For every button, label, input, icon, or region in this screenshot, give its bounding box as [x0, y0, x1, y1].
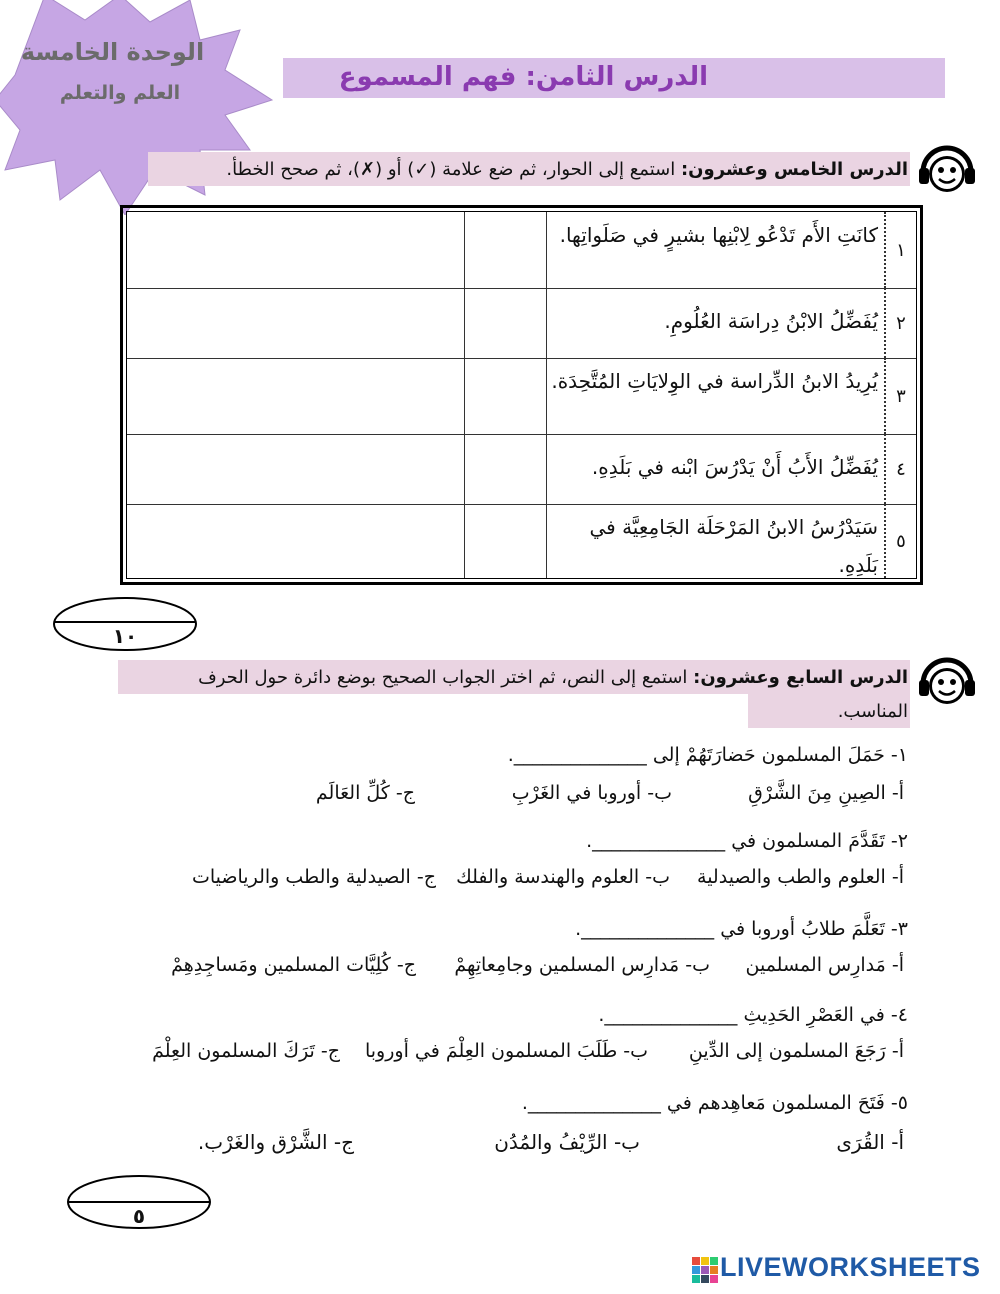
option-c[interactable]: ج- كُلِيَّات المسلمين ومَساجِدِهِمْ — [171, 954, 416, 976]
option-a[interactable]: أ- العلوم والطب والصيدلية — [697, 866, 904, 888]
lesson-title: الدرس الثامن: فهم المسموع — [338, 62, 708, 92]
row-statement: كانَتِ الأَم تَدْعُو لِابْنِها بشيرٍ في صَلَواتِها. — [546, 212, 884, 288]
mark-cell[interactable] — [464, 288, 545, 358]
option-c[interactable]: ج- كُلِّ العَالَم — [315, 782, 415, 804]
row-number: ٥ — [884, 504, 916, 578]
section2-heading-continued: المناسب. — [837, 701, 908, 722]
section1-heading — [150, 154, 908, 185]
row-number: ١ — [884, 212, 916, 288]
headphones-icon — [915, 652, 979, 712]
table-row — [127, 504, 916, 578]
table-row — [127, 212, 916, 289]
option-b[interactable]: ب- طَلَبَ المسلمون العِلْمَ في أوروبا — [364, 1040, 648, 1062]
option-c[interactable]: ج- تَرَكَ المسلمون العِلْمَ — [152, 1040, 340, 1062]
option-b[interactable]: ب- العلوم والهندسة والفلك — [456, 866, 670, 888]
question-text: ٣- تَعَلَّمَ طلابُ أوروبا في ______________. — [575, 918, 908, 940]
row-number: ٣ — [884, 358, 916, 434]
mark-cell[interactable] — [464, 504, 545, 578]
row-number: ٤ — [884, 434, 916, 504]
option-b[interactable]: ب- مَدارِس المسلمين وجامِعاتِهِمْ — [454, 954, 710, 976]
row-statement: يُفَضِّلُ الأَبُ أَنْ يَدْرُسَ ابْنه في بَلَدِهِ. — [546, 434, 884, 504]
option-a[interactable]: أ- القُرَى — [836, 1130, 904, 1154]
section2-score: ٥ — [132, 1204, 146, 1228]
question-text: ٥- فَتَحَ المسلمون مَعاهِدهم في ______________. — [521, 1092, 908, 1114]
correction-cell[interactable] — [127, 504, 464, 578]
true-false-table — [120, 205, 923, 585]
question-text: ٤- في العَصْرِ الحَدِيثِ ______________. — [598, 1004, 908, 1026]
row-statement: يُرِيدُ الابنُ الدِّراسة في الوِلايَاتِ المُتَّحِدَة. — [546, 358, 884, 434]
option-b[interactable]: ب- الرِّيْفُ والمُدُن — [494, 1130, 640, 1154]
section1-heading-instructions: استمع إلى الحوار، ثم ضع علامة (✓) أو (✗)، ثم صحح الخطأ. — [226, 159, 681, 180]
mark-cell[interactable] — [464, 358, 545, 434]
option-c[interactable]: ج- الصيدلية والطب والرياضيات — [191, 866, 436, 888]
table-row — [127, 288, 916, 359]
row-statement: يُفَضِّلُ الابْنُ دِراسَة العُلُومِ. — [546, 288, 884, 358]
row-statement: سَيَدْرُسُ الابنُ المَرْحَلَة الجَامِعِيَّة في بَلَدِهِ. — [546, 504, 884, 578]
correction-cell[interactable] — [127, 358, 464, 434]
option-a[interactable]: أ- مَدارِس المسلمين — [745, 954, 904, 976]
unit-subtitle: العلم والتعلم — [59, 82, 181, 104]
mark-cell[interactable] — [464, 212, 545, 288]
table-row — [127, 434, 916, 505]
mark-cell[interactable] — [464, 434, 545, 504]
unit-title: الوحدة الخامسة — [20, 38, 205, 66]
option-b[interactable]: ب- أوروبا في الغَرْبِ — [511, 782, 672, 804]
section2-heading — [120, 662, 908, 693]
option-c[interactable]: ج- الشَّرْق والغَرْب. — [197, 1130, 354, 1154]
headphones-icon — [915, 140, 979, 200]
option-a[interactable]: أ- الصِينِ مِنَ الشَّرْقِ — [748, 782, 904, 804]
section1-score: ١٠ — [112, 624, 138, 648]
correction-cell[interactable] — [127, 212, 464, 288]
section2-heading-label: الدرس السابع وعشرون: — [693, 667, 908, 688]
section2-heading-instructions: استمع إلى النص، ثم اختر الجواب الصحيح بوضع دائرة حول الحرف — [198, 667, 694, 688]
row-number: ٢ — [884, 288, 916, 358]
liveworksheets-logo-icon — [692, 1257, 718, 1283]
correction-cell[interactable] — [127, 288, 464, 358]
table-row — [127, 358, 916, 435]
question-text: ١- حَمَلَ المسلمون حَضارَتَهُمْ إلى ______________. — [507, 744, 908, 766]
option-a[interactable]: أ- رَجَعَ المسلمون إلى الدِّينِ — [688, 1040, 904, 1062]
correction-cell[interactable] — [127, 434, 464, 504]
liveworksheets-brand: LIVEWORKSHEETS — [720, 1252, 981, 1282]
question-text: ٢- تَقَدَّمَ المسلمون في ______________. — [586, 830, 908, 852]
section1-heading-label: الدرس الخامس وعشرون: — [680, 159, 908, 180]
